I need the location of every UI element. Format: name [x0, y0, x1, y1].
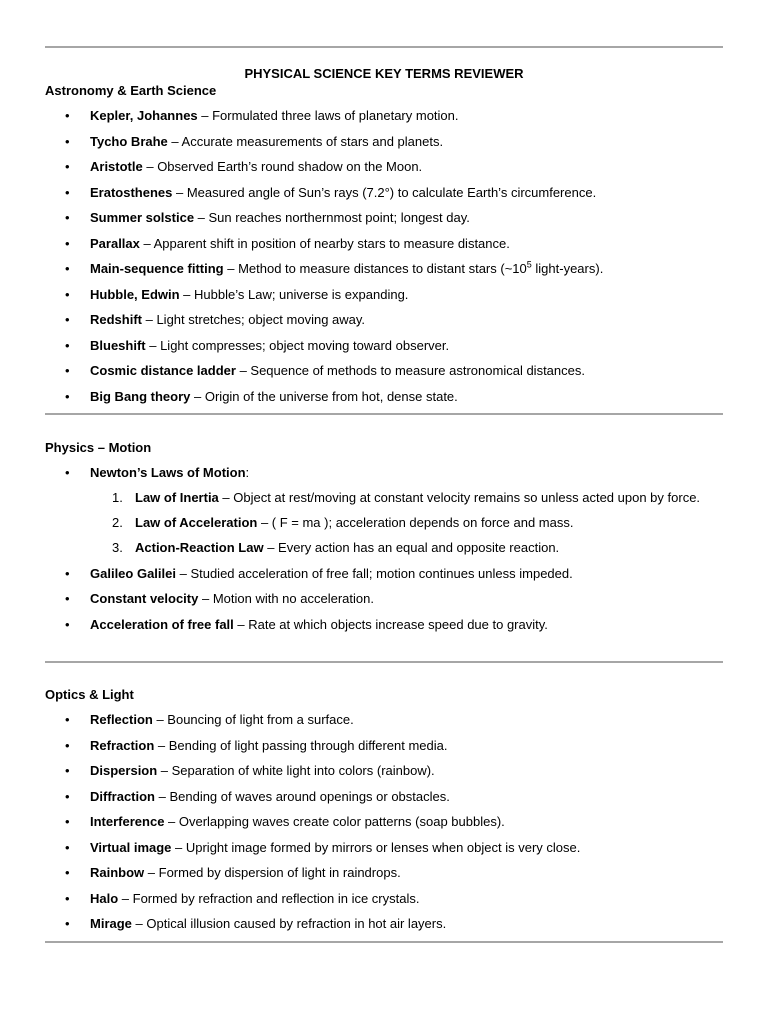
term: Interference — [90, 814, 165, 829]
top-rule — [45, 46, 723, 48]
term: Diffraction — [90, 788, 155, 804]
term: Constant velocity — [90, 591, 199, 606]
exponent: 5 — [526, 259, 532, 270]
motion-term-list — [45, 465, 723, 633]
term: Hubble, Edwin — [90, 286, 180, 302]
optics-term-list — [45, 712, 723, 932]
list-item — [45, 210, 723, 226]
list-item — [45, 312, 723, 328]
definition: – Object at rest/moving at constant velocity remains so unless acted upon by force. — [218, 490, 701, 505]
definition: – Formed by dispersion of light in raindrops. — [144, 865, 401, 880]
definition: – Motion with no acceleration. — [198, 591, 374, 606]
list-item — [45, 738, 723, 754]
section-motion — [45, 440, 723, 633]
term: Rainbow — [90, 865, 145, 880]
section-divider — [45, 413, 723, 415]
colon: : — [245, 465, 250, 480]
term: Eratosthenes — [90, 184, 173, 200]
definition: – ( F = ma ); acceleration depends on force and mass. — [257, 515, 574, 530]
list-item — [45, 363, 723, 379]
list-item — [45, 789, 723, 805]
term: Galileo Galilei — [90, 565, 176, 581]
definition: – Formed by refraction and reflection in ice crystals. — [118, 890, 420, 906]
term: Dispersion — [90, 763, 158, 778]
term: Virtual image — [90, 839, 172, 855]
definition: – Rate at which objects increase speed due to gravity. — [233, 616, 548, 632]
term: Refraction — [90, 737, 155, 753]
definition: – Sun reaches northernmost point; longest day. — [194, 210, 470, 225]
term: Big Bang theory — [90, 388, 191, 404]
section-astronomy — [45, 83, 723, 405]
term: Mirage — [90, 916, 132, 931]
term: Reflection — [90, 712, 153, 727]
list-item — [45, 591, 723, 607]
definition: – Method to measure distances to distant stars (~10 — [223, 261, 527, 276]
list-item — [45, 712, 723, 728]
section-heading: Astronomy & Earth Science — [45, 83, 217, 98]
newton-laws-list — [90, 490, 723, 556]
section-heading: Physics – Motion — [45, 440, 152, 455]
definition: – Bending of light passing through different media. — [154, 737, 448, 753]
list-item — [45, 261, 723, 277]
list-item — [45, 891, 723, 907]
term: Newton’s Laws of Motion — [90, 465, 246, 480]
list-item — [45, 814, 723, 830]
term: Cosmic distance ladder — [90, 363, 236, 378]
definition-end: light-years). — [531, 261, 604, 276]
numbered-item — [90, 490, 723, 506]
definition: – Separation of white light into colors (rainbow). — [157, 763, 435, 778]
definition: – Apparent shift in position of nearby stars to measure distance. — [139, 235, 510, 251]
definition: – Bending of waves around openings or obstacles. — [155, 788, 450, 804]
definition: – Light stretches; object moving away. — [142, 312, 366, 327]
section-divider — [45, 661, 723, 663]
definition: – Origin of the universe from hot, dense state. — [190, 388, 458, 404]
term: Action-Reaction Law — [135, 540, 264, 555]
section-optics — [45, 687, 723, 932]
term: Parallax — [90, 235, 140, 251]
list-item — [45, 185, 723, 201]
term: Main-sequence fitting — [90, 261, 224, 276]
term: Law of Acceleration — [135, 515, 258, 530]
definition: – Studied acceleration of free fall; motion continues unless impeded. — [175, 565, 573, 581]
definition: – Overlapping waves create color patterns (soap bubbles). — [164, 814, 505, 829]
bottom-rule — [45, 941, 723, 943]
term: Kepler, Johannes — [90, 108, 198, 123]
list-item — [45, 763, 723, 779]
item-number: 1. — [112, 490, 123, 505]
list-item — [45, 617, 723, 633]
list-item — [45, 865, 723, 881]
document-title: PHYSICAL SCIENCE KEY TERMS REVIEWER — [244, 66, 524, 81]
list-item — [45, 134, 723, 150]
list-item — [45, 236, 723, 252]
list-item — [45, 287, 723, 303]
definition: – Optical illusion caused by refraction in hot air layers. — [131, 916, 447, 931]
list-item — [45, 108, 723, 124]
list-item — [45, 389, 723, 405]
definition: – Hubble’s Law; universe is expanding. — [179, 286, 409, 302]
term: Acceleration of free fall — [90, 616, 234, 632]
section-heading: Optics & Light — [45, 687, 134, 702]
definition: – Upright image formed by mirrors or lenses when object is very close. — [171, 839, 581, 855]
term: Aristotle — [90, 159, 143, 174]
item-number: 3. — [112, 540, 123, 555]
term: Summer solstice — [90, 210, 195, 225]
term: Law of Inertia — [135, 490, 219, 505]
definition: – Bouncing of light from a surface. — [152, 712, 354, 727]
list-item — [45, 465, 723, 556]
numbered-item — [90, 515, 723, 531]
list-item — [45, 159, 723, 175]
term: Halo — [90, 890, 119, 906]
definition: – Light compresses; object moving toward observer. — [145, 337, 450, 353]
term: Redshift — [90, 312, 142, 327]
definition: – Formulated three laws of planetary motion. — [197, 108, 459, 123]
list-item — [45, 338, 723, 354]
definition: – Accurate measurements of stars and planets. — [167, 133, 444, 149]
numbered-item — [90, 540, 723, 556]
definition: – Measured angle of Sun’s rays (7.2°) to calculate Earth’s circumference. — [172, 184, 597, 200]
list-item — [45, 840, 723, 856]
list-item — [45, 916, 723, 932]
list-item — [45, 566, 723, 582]
term: Tycho Brahe — [90, 133, 168, 149]
term: Blueshift — [90, 337, 146, 353]
definition: – Sequence of methods to measure astronomical distances. — [235, 363, 585, 378]
astronomy-term-list — [45, 108, 723, 405]
item-number: 2. — [112, 515, 123, 530]
definition: – Every action has an equal and opposite reaction. — [263, 540, 560, 555]
definition: – Observed Earth’s round shadow on the Moon. — [142, 159, 423, 174]
